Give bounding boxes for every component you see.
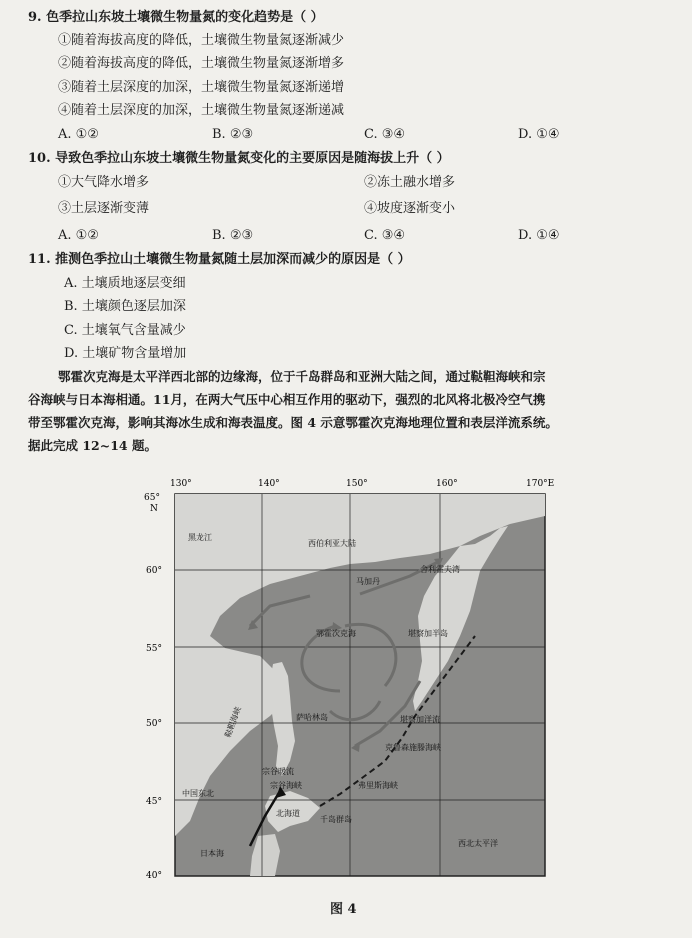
q11-option-d: D. 土壤矿物含量增加	[64, 346, 187, 361]
q9-choice-d: D. ①④	[518, 127, 560, 142]
q9-item-4: ④随着土层深度的加深，土壤微生物量氮逐渐递减	[58, 103, 345, 118]
label-magadan: 马加丹	[356, 577, 380, 586]
label-kuril-islands: 千岛群岛	[320, 815, 352, 824]
q10-stem: 10. 导致色季拉山东坡土壤微生物量氮变化的主要原因是随海拔上升（ ）	[28, 151, 450, 166]
label-sea-of-japan: 日本海	[200, 849, 224, 858]
label-soya-strait: 宗谷海峡	[270, 781, 302, 790]
passage-line-2: 谷海峡与日本海相通。11月，在两大气压中心相互作用的驱动下，强烈的北风将北极冷空气携	[28, 392, 546, 407]
lat-label-60: 60°	[146, 566, 162, 576]
label-kuril-strait: 克鲁森施滕海峡	[385, 743, 441, 752]
q10-item-1: ①大气降水增多	[58, 175, 150, 190]
label-tatar-strait: 鞑靼海峡	[223, 705, 243, 739]
figure-caption: 图 4	[330, 902, 357, 917]
lat-label-55: 55°	[146, 644, 162, 654]
lat-label-45: 45°	[146, 797, 162, 807]
lat-label-40: 40°	[146, 871, 162, 881]
q9-item-1: ①随着海拔高度的降低，土壤微生物量氮逐渐减少	[58, 33, 345, 48]
label-hokkaido: 北海道	[276, 809, 300, 818]
passage-line-3: 带至鄂霍次克海，影响其海冰生成和海表温度。图 4 示意鄂霍次克海地理位置和表层洋流系统。	[28, 415, 558, 430]
label-chukchi: 舍利霍夫湾	[420, 565, 460, 574]
okhotsk-map	[130, 476, 570, 886]
lon-label-150: 150°	[346, 479, 368, 489]
label-kamchatka-current: 堪察加洋流	[400, 715, 440, 724]
label-northwest-pacific: 西北太平洋	[458, 839, 498, 848]
q9-choice-a: A. ①②	[58, 127, 99, 142]
okhotsk-map-figure	[130, 476, 570, 886]
label-sakhalin: 萨哈林岛	[296, 713, 328, 722]
q10-item-3: ③土层逐渐变薄	[58, 201, 150, 216]
label-frisa-strait: 弗里斯海峡	[358, 781, 398, 790]
q11-option-b: B. 土壤颜色逐层加深	[64, 299, 186, 314]
q9-item-3: ③随着土层深度的加深，土壤微生物量氮逐渐递增	[58, 80, 345, 95]
q9-item-2: ②随着海拔高度的降低，土壤微生物量氮逐渐增多	[58, 56, 345, 71]
passage-line-1: 鄂霍次克海是太平洋西北部的边缘海，位于千岛群岛和亚洲大陆之间，通过鞑靼海峡和宗	[58, 369, 546, 384]
lat-label-n: N	[150, 504, 158, 514]
q11-option-c: C. 土壤氧气含量减少	[64, 323, 186, 338]
label-kamchatka: 堪察加半岛	[408, 629, 448, 638]
lon-label-160: 160°	[436, 479, 458, 489]
q10-choice-d: D. ①④	[518, 228, 560, 243]
q11-option-a: A. 土壤质地逐层变细	[64, 276, 186, 291]
q10-item-4: ④坡度逐渐变小	[364, 201, 456, 216]
q9-choice-b: B. ②③	[212, 127, 254, 142]
label-northeast-china: 中国东北	[182, 789, 214, 798]
q10-choice-a: A. ①②	[58, 228, 99, 243]
q10-choice-c: C. ③④	[364, 228, 406, 243]
lat-label-50: 50°	[146, 719, 162, 729]
q11-stem: 11. 推测色季拉山土壤微生物量氮随土层加深而减少的原因是（ ）	[28, 252, 411, 267]
q9-choice-c: C. ③④	[364, 127, 406, 142]
q9-stem: 9. 色季拉山东坡土壤微生物量氮的变化趋势是（ ）	[28, 10, 324, 25]
lon-label-140: 140°	[258, 479, 280, 489]
q10-choice-b: B. ②③	[212, 228, 254, 243]
lon-label-170: 170°E	[526, 479, 555, 489]
label-heilongjiang: 黑龙江	[188, 533, 212, 542]
lon-label-130: 130°	[170, 479, 192, 489]
lat-label-65: 65°	[144, 493, 160, 503]
q10-item-2: ②冻土融水增多	[364, 175, 456, 190]
label-okhotsk-sea: 鄂霍次克海	[316, 629, 356, 638]
passage-line-4: 据此完成 12~14 题。	[28, 438, 157, 453]
label-soya-warm-current: 宗谷暖流	[262, 767, 294, 776]
label-siberia: 西伯利亚大陆	[308, 539, 356, 548]
